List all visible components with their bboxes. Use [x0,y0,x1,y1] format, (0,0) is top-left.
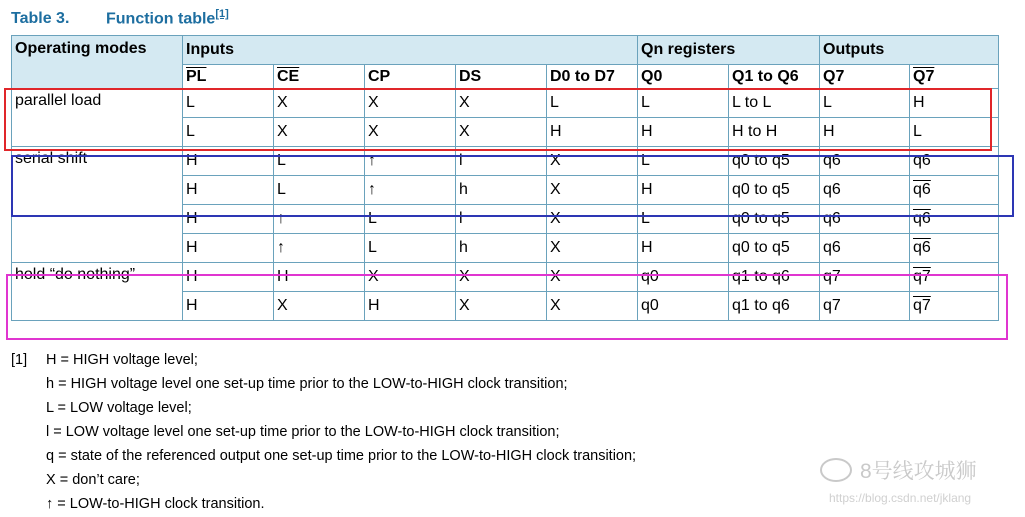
cell-ce: X [274,89,365,118]
cell-cp: L [365,205,456,234]
table-row [12,89,999,118]
cell-cp: L [365,234,456,263]
cell-q7-bar: q7 [910,292,999,321]
cell-q0: L [638,89,729,118]
col-q7-header: Q7 [820,65,910,89]
qn-registers-header: Qn registers [638,36,820,65]
cell-q0: q0 [638,292,729,321]
cell-ce: ↑ [274,234,365,263]
cell-q1-q6: q0 to q5 [729,176,820,205]
cell-q7-bar: L [910,118,999,147]
mode-hold: hold “do nothing” [12,263,183,321]
col-d0-d7-header: D0 to D7 [547,65,638,89]
cell-ce: L [274,176,365,205]
watermark-url: https://blog.csdn.net/jklang [829,491,972,505]
cell-d0-d7: X [547,205,638,234]
cell-q0: L [638,147,729,176]
cell-q7-bar: q6 [910,234,999,263]
cell-q7: q7 [820,263,910,292]
inputs-header: Inputs [183,36,638,65]
cell-ds: X [456,89,547,118]
watermark-name: 8号线攻城狮 [860,460,977,483]
cell-ds: h [456,234,547,263]
table-title: Function table [106,10,216,28]
cell-cp: H [365,292,456,321]
cell-q7-bar: q6 [910,176,999,205]
note-line: ↑ = LOW-to-HIGH clock transition. [46,496,265,512]
col-cp-header: CP [365,65,456,89]
cell-d0-d7: H [547,118,638,147]
col-ce-header: $\overline{CE}$ [274,65,365,89]
note-line: q = state of the referenced output one set-up time prior to the LOW-to-HIGH clock transition; [46,448,637,464]
cell-ce: L [274,147,365,176]
cell-ds: X [456,292,547,321]
cell-d0-d7: X [547,147,638,176]
cell-d0-d7: X [547,234,638,263]
cell-pl: H [183,205,274,234]
cell-q0: H [638,118,729,147]
operating-modes-header: Operating modes [12,36,183,89]
group-header-row [12,36,999,65]
cell-pl: L [183,89,274,118]
cell-pl: H [183,292,274,321]
cell-ds: l [456,147,547,176]
col-pl-header: $\overline{PL}$ [183,65,274,89]
cell-ce: X [274,118,365,147]
cell-q7-bar: H [910,89,999,118]
cell-ce: ↑ [274,205,365,234]
col-q7-bar-header: Q7 [910,65,999,89]
cell-cp: X [365,89,456,118]
cell-q7: q6 [820,205,910,234]
function-table [11,35,999,321]
outputs-header: Outputs [820,36,999,65]
cell-pl: H [183,234,274,263]
cell-q7: q6 [820,176,910,205]
cell-ds: X [456,263,547,292]
cell-ce: H [274,263,365,292]
cell-q0: H [638,176,729,205]
cell-cp: ↑ [365,147,456,176]
cell-q7-bar: q6 [910,147,999,176]
cell-q7: q6 [820,147,910,176]
cell-q1-q6: q1 to q6 [729,263,820,292]
cell-d0-d7: X [547,176,638,205]
cell-q1-q6: q0 to q5 [729,234,820,263]
cell-q7-bar: q7 [910,263,999,292]
cell-q7: L [820,89,910,118]
mode-parallel-load: parallel load [12,89,183,147]
wechat-icon [820,458,852,482]
cell-q0: H [638,234,729,263]
cell-ds: X [456,118,547,147]
note-line: X = don’t care; [46,472,140,488]
note-line: [1] H = HIGH voltage level; [11,348,636,372]
note-ref: [1] [11,352,28,368]
note-line: h = HIGH voltage level one set-up time prior to the LOW-to-HIGH clock transition; [46,376,568,392]
cell-cp: X [365,118,456,147]
cell-ce: X [274,292,365,321]
cell-q1-q6: L to L [729,89,820,118]
table-row [12,263,999,292]
col-q1-q6-header: Q1 to Q6 [729,65,820,89]
cell-q1-q6: q0 to q5 [729,205,820,234]
note-line: L = LOW voltage level; [46,400,192,416]
table-row [12,147,999,176]
col-q0-header: Q0 [638,65,729,89]
cell-q0: q0 [638,263,729,292]
cell-q0: L [638,205,729,234]
cell-q1-q6: q1 to q6 [729,292,820,321]
cell-q1-q6: H to H [729,118,820,147]
col-ds-header: DS [456,65,547,89]
cell-q1-q6: q0 to q5 [729,147,820,176]
note-line: l = LOW voltage level one set-up time prior to the LOW-to-HIGH clock transition; [46,424,560,440]
cell-pl: L [183,118,274,147]
cell-cp: ↑ [365,176,456,205]
table-caption [11,8,229,28]
cell-d0-d7: X [547,263,638,292]
table-number: Table 3. [11,10,70,28]
cell-ds: l [456,205,547,234]
cell-q7: q6 [820,234,910,263]
cell-d0-d7: L [547,89,638,118]
cell-pl: H [183,147,274,176]
cell-d0-d7: X [547,292,638,321]
cell-q7-bar: q6 [910,205,999,234]
cell-q7: H [820,118,910,147]
cell-pl: H [183,263,274,292]
cell-q7: q7 [820,292,910,321]
cell-pl: H [183,176,274,205]
footnote-ref-link[interactable]: [1] [215,8,229,20]
cell-cp: X [365,263,456,292]
watermark [820,455,977,485]
mode-serial-shift: serial shift [12,147,183,263]
cell-ds: h [456,176,547,205]
table-notes [11,348,636,516]
